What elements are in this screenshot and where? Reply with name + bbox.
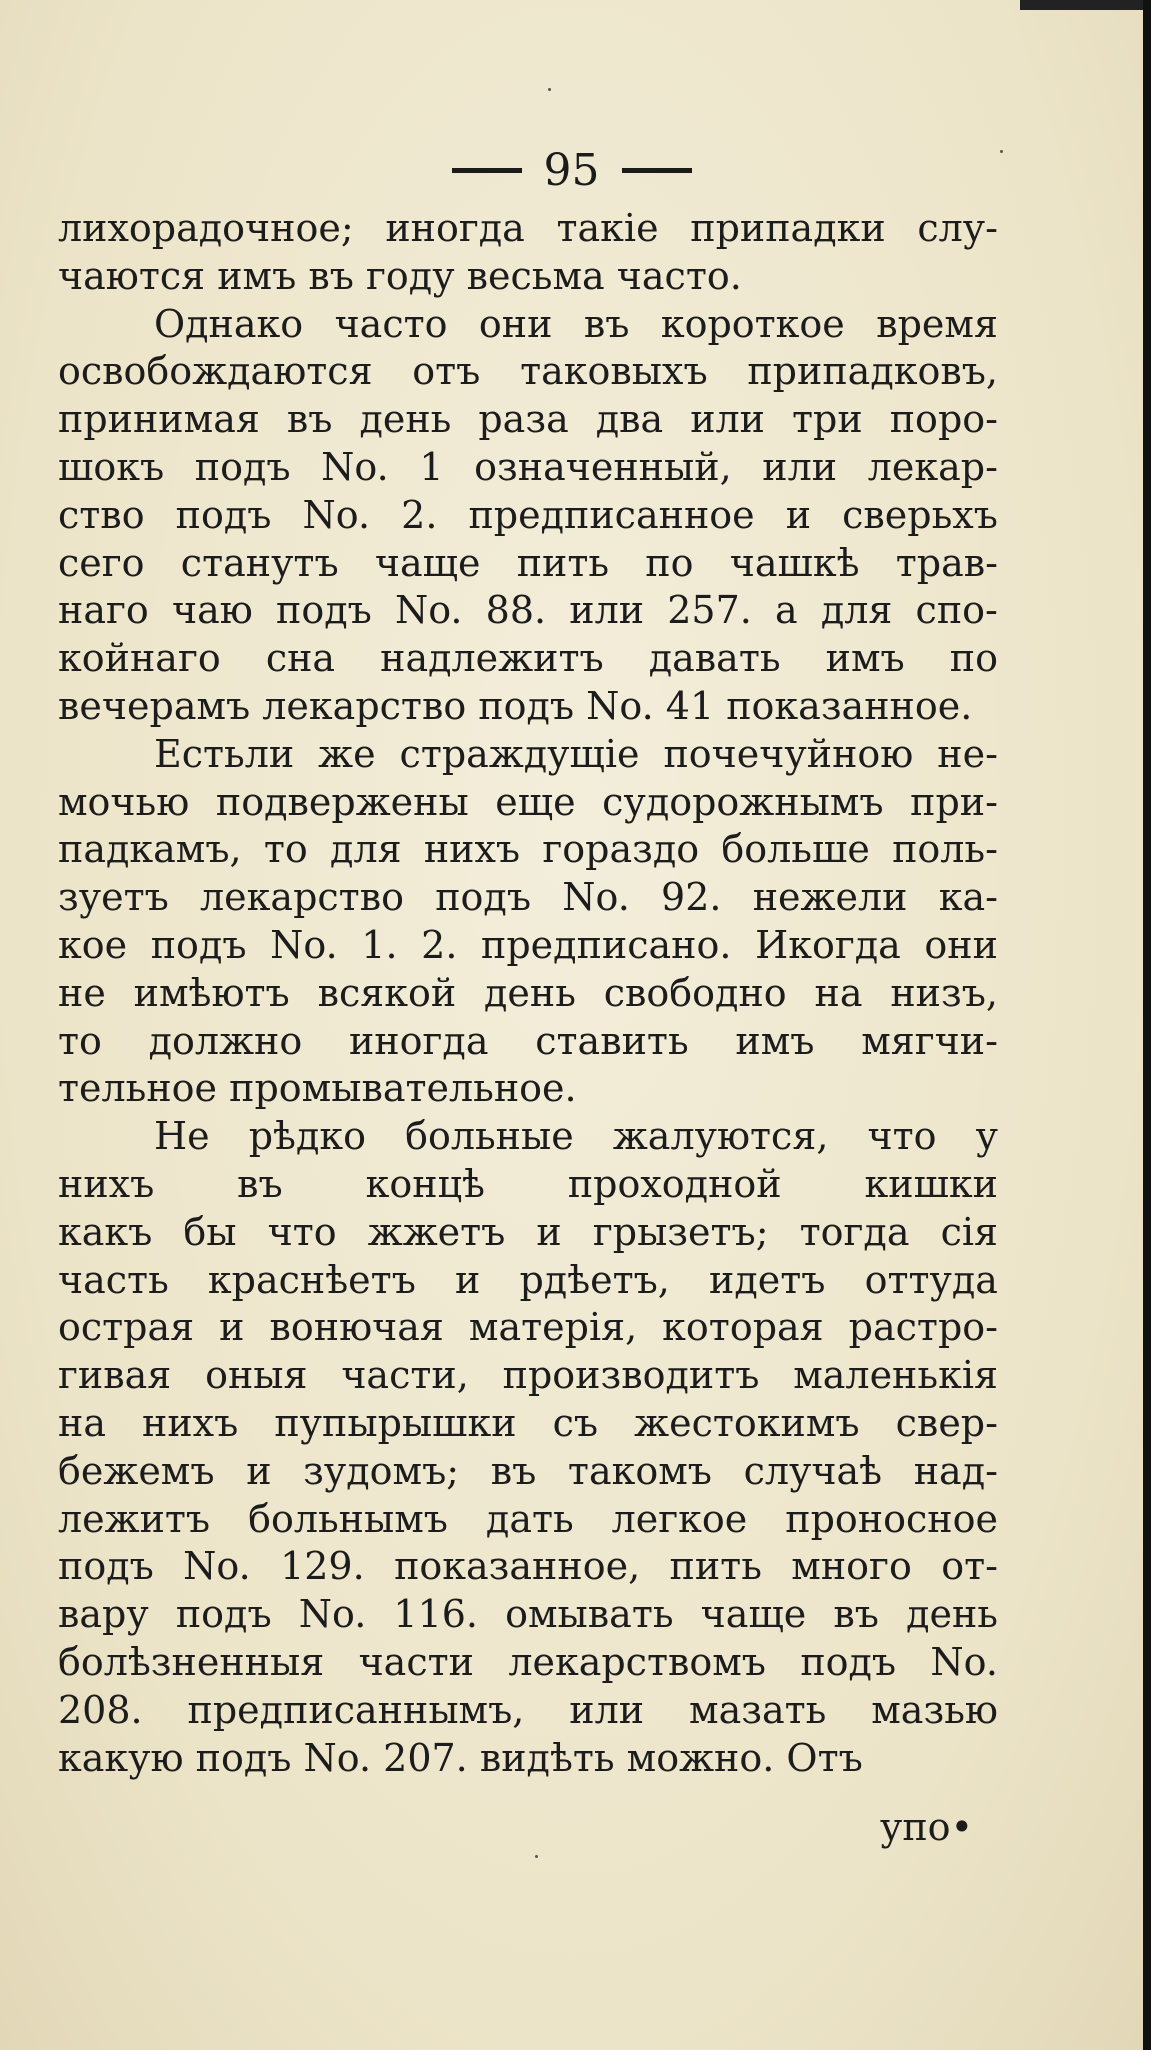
text-line: какую подъ No. 207. видѣть можно. Отъ	[58, 1735, 863, 1780]
body-text	[58, 205, 998, 1782]
text-line: наго чаю подъ No. 88. или 257. а для спо-	[58, 588, 998, 633]
text-line: то должно иногда ставить имъ мягчи-	[58, 1018, 998, 1063]
text-line: болѣзненныя части лекарствомъ подъ No.	[58, 1639, 998, 1684]
scan-edge-right	[1143, 0, 1151, 2050]
scan-edge-top	[1020, 0, 1143, 10]
text-line: кое подъ No. 1. 2. предписано. Икогда они	[58, 922, 998, 967]
header-dash-right	[622, 168, 692, 173]
page-header	[0, 140, 1143, 200]
catchword: упо•	[880, 1805, 973, 1849]
text-line: лежитъ больнымъ дать легкое проносное	[58, 1496, 998, 1541]
text-line: не имѣютъ всякой день свободно на низъ,	[58, 970, 998, 1015]
text-line: принимая въ день раза два или три поро-	[58, 397, 998, 442]
text-line: вару подъ No. 116. омывать чаще въ день	[58, 1592, 998, 1637]
text-line: подъ No. 129. показанное, пить много от-	[58, 1544, 998, 1589]
text-line: зуетъ лекарство подъ No. 92. нежели ка-	[58, 875, 998, 920]
text-line: часть краснѣетъ и рдѣетъ, идетъ оттуда	[58, 1257, 998, 1302]
text-line: койнаго сна надлежитъ давать имъ по	[58, 636, 998, 681]
paper-speck	[1000, 150, 1003, 153]
text-line: ство подъ No. 2. предписанное и сверьхъ	[58, 492, 998, 537]
text-line: какъ бы что жжетъ и грызетъ; тогда сія	[58, 1209, 998, 1254]
text-line: нихъ въ концѣ проходной кишки	[58, 1161, 998, 1206]
header-dash-left	[452, 168, 522, 173]
page-number: 95	[543, 144, 600, 196]
paper-speck	[535, 1855, 538, 1858]
text-line: Не рѣдко больные жалуются, что у	[154, 1114, 998, 1159]
text-line: тельное промывательное.	[58, 1066, 577, 1111]
text-line: острая и вонючая матерія, которая растро-	[58, 1305, 998, 1350]
text-line: 208. предписаннымъ, или мазать мазью	[58, 1687, 998, 1732]
text-line: бежемъ и зудомъ; въ такомъ случаѣ над-	[58, 1448, 998, 1493]
text-line: Однако часто они въ короткое время	[154, 301, 998, 346]
text-line: сего станутъ чаще пить по чашкѣ трав-	[58, 540, 998, 585]
text-line: шокъ подъ No. 1 означенный, или лекар-	[58, 444, 998, 489]
text-line: гивая оныя части, производитъ маленькія	[58, 1353, 998, 1398]
text-line: чаются имъ въ году весьма часто.	[58, 253, 742, 298]
text-line: падкамъ, то для нихъ гораздо больше поль-	[58, 827, 998, 872]
text-line: Естьли же страждущіе почечуйною не-	[154, 731, 998, 776]
text-line: вечерамъ лекарство подъ No. 41 показанное.	[58, 683, 973, 728]
text-line: на нихъ пупырышки съ жестокимъ свер-	[58, 1400, 998, 1445]
text-line: лихорадочное; иногда такіе припадки слу-	[58, 206, 998, 250]
text-line: освобождаются отъ таковыхъ припадковъ,	[58, 349, 998, 394]
text-line: мочью подвержены еще судорожнымъ при-	[58, 779, 998, 824]
paper-speck	[548, 88, 551, 91]
